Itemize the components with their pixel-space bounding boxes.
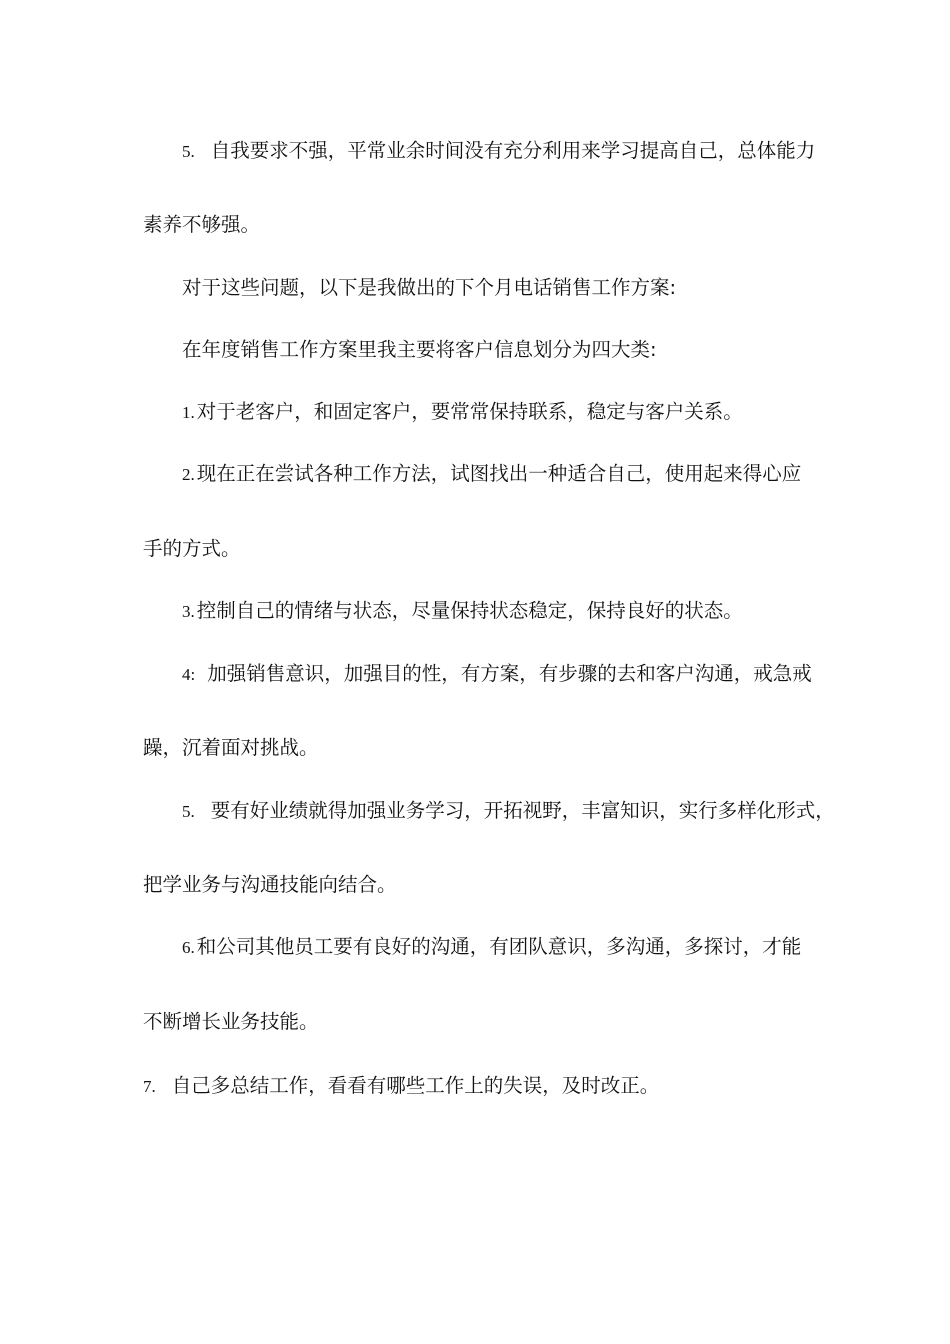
paragraph-line <box>143 873 397 897</box>
list-number: 5. <box>182 802 195 821</box>
list-number: 5. <box>182 142 195 161</box>
list-number: 2. <box>182 465 195 484</box>
paragraph-line <box>182 799 835 824</box>
paragraph-line <box>182 662 812 687</box>
line-text: 在年度销售工作方案里我主要将客户信息划分为四大类: <box>182 338 657 361</box>
list-number: 1. <box>182 403 195 422</box>
line-text: 对于这些问题，以下是我做出的下个月电话销售工作方案: <box>182 276 677 299</box>
line-text: 不断增长业务技能。 <box>143 1010 319 1033</box>
paragraph-line <box>143 213 260 237</box>
list-number: 4: <box>182 665 196 684</box>
line-text: 素养不够强。 <box>143 213 261 236</box>
line-text: 现在正在尝试各种工作方法，试图找出一种适合自己，使用起来得心应 <box>196 462 802 485</box>
paragraph-line <box>182 599 743 624</box>
line-text: 控制自己的情绪与状态，尽量保持状态稳定，保持良好的状态。 <box>196 599 743 622</box>
paragraph-line <box>143 1074 659 1099</box>
line-text: 自我要求不强，平常业余时间没有充分利用来学习提高自己，总体能力 <box>210 139 816 162</box>
paragraph-line <box>143 736 319 760</box>
list-number: 6. <box>182 938 195 957</box>
paragraph-line <box>143 1010 319 1034</box>
line-text: 要有好业绩就得加强业务学习，开拓视野，丰富知识，实行多样化形式， <box>210 799 835 822</box>
list-number: 7. <box>143 1077 156 1096</box>
line-text: 和公司其他员工要有良好的沟通，有团队意识，多沟通，多探讨，才能 <box>196 935 802 958</box>
paragraph-line <box>182 935 801 960</box>
line-text: 手的方式。 <box>143 537 241 560</box>
list-number: 3. <box>182 602 195 621</box>
paragraph-line <box>182 139 815 164</box>
line-text: 把学业务与沟通技能向结合。 <box>143 873 397 896</box>
paragraph-line <box>143 537 241 561</box>
line-text: 加强销售意识，加强目的性，有方案，有步骤的去和客户沟通，戒急戒 <box>207 662 812 685</box>
paragraph-line <box>182 400 743 425</box>
line-text: 对于老客户，和固定客户，要常常保持联系，稳定与客户关系。 <box>196 400 743 423</box>
paragraph-line <box>182 462 801 487</box>
paragraph-line <box>182 276 676 300</box>
line-text: 躁，沉着面对挑战。 <box>143 736 319 759</box>
paragraph-line <box>182 338 657 362</box>
line-text: 自己多总结工作，看看有哪些工作上的失误，及时改正。 <box>171 1074 660 1097</box>
